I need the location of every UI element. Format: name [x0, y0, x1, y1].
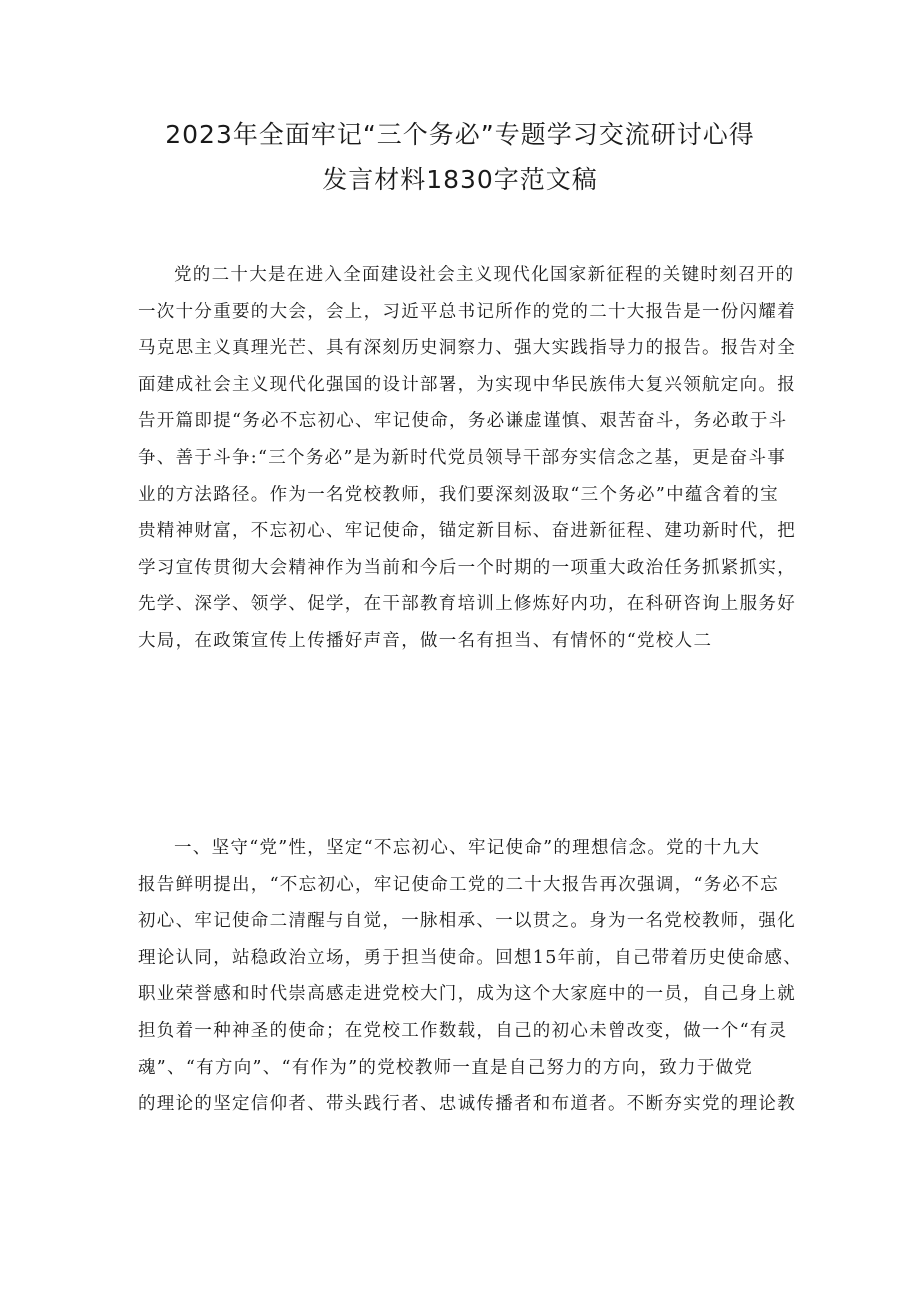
text-line: 的理论的坚定信仰者、带头践行者、忠诚传播者和布道者。不断夯实党的理论教 [138, 1094, 796, 1115]
text-line: 马克思主义真理光芒、具有深刻历史洞察力、强大实践指导力的报告。报告对全 [138, 338, 796, 359]
text-line: 学习宣传贯彻大会精神作为当前和今后一个时期的一项重大政治任务抓紧抓实， [138, 557, 796, 578]
text-line: 担负着一种神圣的使命；在党校工作数载，自己的初心未曾改变，做一个“有灵 [138, 1020, 788, 1041]
text-line: 党的二十大是在进入全面建设社会主义现代化国家新征程的关键时刻召开的 [174, 265, 795, 285]
text-line: 业的方法路径。作为一名党校教师，我们要深刻汲取“三个务必”中蕴含着的宝 [138, 484, 779, 505]
text-line: 一、坚守“党”性，坚定“不忘初心、牢记使命”的理想信念。党的十九大 [174, 838, 761, 858]
text-line: 大局，在政策宣传上传播好声音，做一名有担当、有情怀的“党校人二 [138, 630, 713, 651]
paragraph-section-one [138, 830, 803, 1123]
title-line-1: 2023年全面牢记“三个务必”专题学习交流研讨心得 [165, 120, 755, 149]
text-line: 魂”、“有方向”、“有作为”的党校教师一直是自己努力的方向，致力于做党 [138, 1057, 754, 1078]
text-line: 职业荣誉感和时代崇高感走进党校大门，成为这个大家庭中的一员，自己身上就 [138, 984, 796, 1005]
paragraph-intro [138, 257, 798, 660]
text-line: 告开篇即提“务必不忘初心、牢记使命，务必谦虚谨慎、艰苦奋斗，务必敢于斗 [138, 411, 788, 432]
text-line: 一次十分重要的大会，会上，习近平总书记所作的党的二十大报告是一份闪耀着 [138, 301, 796, 322]
text-line: 面建成社会主义现代化强国的设计部署，为实现中华民族伟大复兴领航定向。报 [138, 374, 796, 395]
text-line: 争、善于斗争:“三个务必”是为新时代党员领导干部夯实信念之基，更是奋斗事 [138, 447, 787, 468]
text-line: 报告鲜明提出，“不忘初心，牢记使命工党的二十大报告再次强调，“务必不忘 [138, 874, 779, 895]
title-line-2: 发言材料1830字范文稿 [322, 165, 598, 194]
text-line: 先学、深学、领学、促学，在干部教育培训上修炼好内功，在科研咨询上服务好 [138, 594, 796, 615]
document-title [80, 112, 840, 202]
text-line: 初心、牢记使命二清醒与自觉，一脉相承、一以贯之。身为一名党校教师，强化 [138, 911, 796, 932]
text-line: 理论认同，站稳政治立场，勇于担当使命。回想15年前，自己带着历史使命感、 [138, 947, 803, 968]
text-line: 贵精神财富，不忘初心、牢记使命，锚定新目标、奋进新征程、建功新时代，把 [138, 521, 796, 542]
